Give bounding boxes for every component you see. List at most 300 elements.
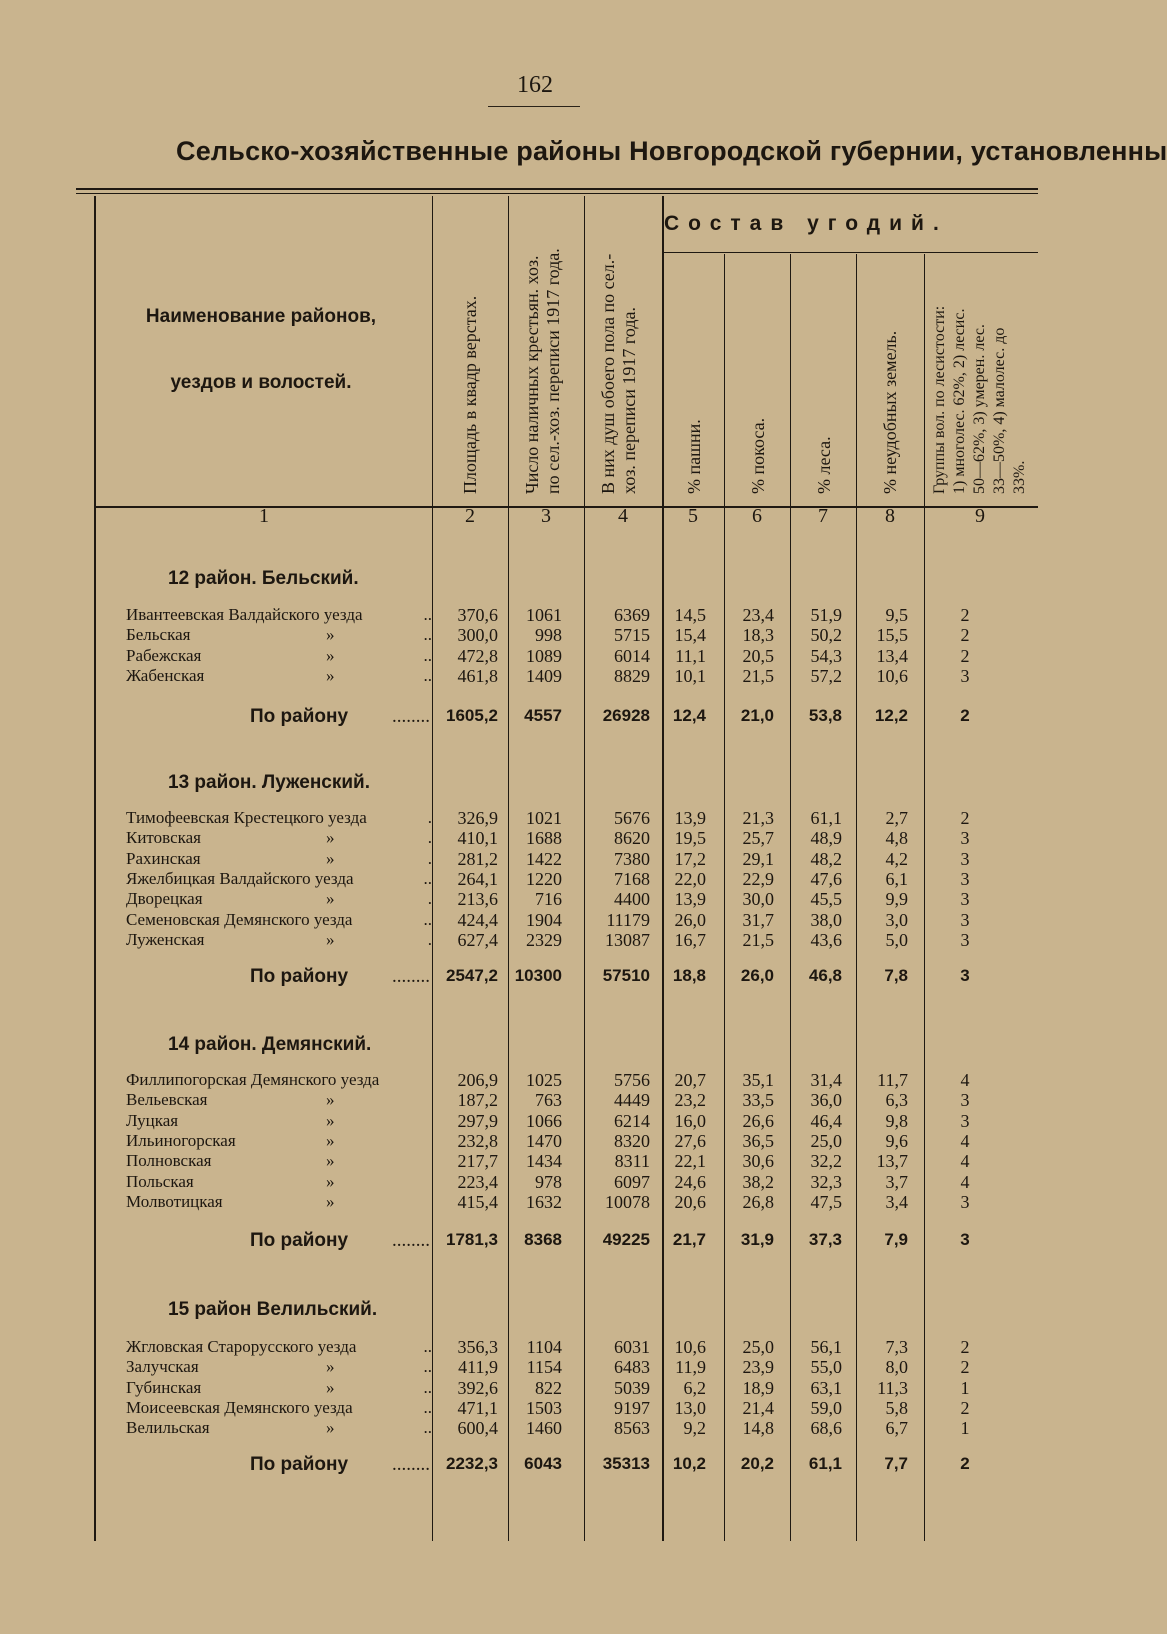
- total-group: 2: [960, 1454, 970, 1473]
- ditto-mark: »: [326, 1357, 335, 1376]
- cell-arable: 14,5: [674, 605, 706, 625]
- cell-hay: 25,0: [742, 1337, 774, 1357]
- cell-waste: 6,3: [885, 1090, 908, 1110]
- cell-forest: 25,0: [810, 1131, 842, 1151]
- volost-name: Жгловская Старорусского уезда: [126, 1337, 357, 1356]
- total-forest: 37,3: [808, 1230, 842, 1249]
- cell-souls: 6097: [614, 1172, 650, 1192]
- cell-forest: 51,9: [810, 605, 842, 625]
- total-area: 2547,2: [446, 966, 498, 985]
- total-forest: 61,1: [808, 1454, 842, 1473]
- cell-area: 326,9: [457, 808, 498, 828]
- cell-area: 410,1: [457, 828, 498, 848]
- table-row-name: [126, 889, 432, 911]
- ditto-mark: »: [326, 930, 335, 949]
- table-row-name: [126, 828, 432, 850]
- cell-group: 4: [960, 1172, 970, 1192]
- cell-area: 217,7: [457, 1151, 498, 1171]
- cell-area: 424,4: [457, 910, 498, 930]
- table-top-rule: [76, 188, 1038, 190]
- table-row-name: [126, 1111, 432, 1133]
- cell-households: 1104: [526, 1337, 562, 1357]
- cell-area: 187,2: [457, 1090, 498, 1110]
- cell-arable: 19,5: [674, 828, 706, 848]
- cell-forest: 61,1: [810, 808, 842, 828]
- cell-forest: 63,1: [810, 1378, 842, 1398]
- column-number-1: 1: [259, 505, 269, 527]
- total-households: 10300: [514, 966, 562, 985]
- cell-arable: 26,0: [674, 910, 706, 930]
- cell-waste: 9,8: [885, 1111, 908, 1131]
- cell-forest: 31,4: [810, 1070, 842, 1090]
- cell-souls: 6014: [614, 646, 650, 666]
- total-arable: 21,7: [672, 1230, 706, 1249]
- cell-hay: 23,4: [742, 605, 774, 625]
- leader-dots: ........: [392, 1230, 430, 1251]
- cell-waste: 13,4: [876, 646, 908, 666]
- ditto-mark: »: [326, 1151, 335, 1170]
- composition-rule: [664, 252, 1038, 253]
- ditto-mark: »: [326, 1378, 335, 1397]
- cell-waste: 6,7: [885, 1418, 908, 1438]
- total-group: 2: [960, 706, 970, 725]
- table-row-name: [126, 666, 432, 688]
- column-number-9: 9: [975, 505, 985, 527]
- section-title: 13 район. Луженский.: [168, 772, 371, 793]
- cell-souls: 4449: [614, 1090, 650, 1110]
- cell-hay: 23,9: [742, 1357, 774, 1377]
- total-label: [250, 966, 430, 990]
- cell-households: 1409: [526, 666, 562, 686]
- cell-waste: 4,2: [885, 849, 908, 869]
- total-hay: 20,2: [740, 1454, 774, 1473]
- cell-households: 1503: [526, 1398, 562, 1418]
- section-title: 12 район. Бельский.: [168, 568, 359, 589]
- cell-households: 1220: [526, 869, 562, 889]
- cell-hay: 36,5: [742, 1131, 774, 1151]
- cell-group: 4: [960, 1131, 970, 1151]
- cell-arable: 10,6: [674, 1337, 706, 1357]
- souls-header: В них душ обоего пола по сел.- хоз. переписи 1917 года.: [598, 253, 639, 494]
- cell-souls: 6214: [614, 1111, 650, 1131]
- column-number-5: 5: [688, 505, 698, 527]
- ditto-mark: »: [326, 889, 335, 908]
- total-forest: 53,8: [808, 706, 842, 725]
- cell-group: 3: [960, 828, 970, 848]
- table-row-name: [126, 646, 432, 668]
- cell-households: 1422: [526, 849, 562, 869]
- cell-households: 1061: [526, 605, 562, 625]
- cell-households: 1632: [526, 1192, 562, 1212]
- cell-group: 3: [960, 1111, 970, 1131]
- volost-name: Польская: [126, 1172, 194, 1191]
- volost-name: Ильиногорская: [126, 1131, 236, 1150]
- total-waste: 7,9: [884, 1230, 908, 1249]
- cell-souls: 6483: [614, 1357, 650, 1377]
- ditto-mark: »: [326, 1131, 335, 1150]
- table-row-name: [126, 1398, 432, 1420]
- cell-forest: 32,2: [810, 1151, 842, 1171]
- leader-dots: .: [427, 930, 432, 949]
- leader-dots: ..: [423, 646, 432, 665]
- cell-forest: 45,5: [810, 889, 842, 909]
- ditto-mark: »: [326, 666, 335, 685]
- total-label-text: По району: [250, 1454, 349, 1475]
- total-souls: 35313: [602, 1454, 650, 1473]
- volost-name: Велильская: [126, 1418, 210, 1437]
- leader-dots: ..: [423, 1337, 432, 1356]
- cell-waste: 5,8: [885, 1398, 908, 1418]
- cell-souls: 5676: [614, 808, 650, 828]
- cell-area: 392,6: [457, 1378, 498, 1398]
- table-row-name: [126, 625, 432, 647]
- cell-arable: 11,9: [675, 1357, 706, 1377]
- cell-waste: 7,3: [885, 1337, 908, 1357]
- column-number-3: 3: [541, 505, 551, 527]
- cell-forest: 38,0: [810, 910, 842, 930]
- total-households: 8368: [524, 1230, 562, 1249]
- composition-header: Состав угодий.: [664, 212, 948, 235]
- volost-name: Полновская: [126, 1151, 212, 1170]
- cell-hay: 20,5: [742, 646, 774, 666]
- cell-souls: 6031: [614, 1337, 650, 1357]
- volost-name: Семеновская Демянского уезда: [126, 910, 353, 929]
- cell-households: 1470: [526, 1131, 562, 1151]
- cell-households: 978: [535, 1172, 562, 1192]
- leader-dots: .: [427, 889, 432, 908]
- column-number-6: 6: [752, 505, 762, 527]
- cell-group: 2: [960, 1398, 970, 1418]
- cell-group: 2: [960, 605, 970, 625]
- table-row-name: [126, 930, 432, 952]
- page-number-rule: [488, 106, 580, 107]
- cell-arable: 20,7: [674, 1070, 706, 1090]
- total-label: [250, 1230, 430, 1254]
- total-waste: 7,7: [884, 1454, 908, 1473]
- total-waste: 12,2: [874, 706, 908, 725]
- waste-header: % неудобных земель.: [880, 330, 900, 494]
- total-group: 3: [960, 1230, 970, 1249]
- name-column-header: [94, 200, 428, 508]
- leader-dots: ..: [423, 1357, 432, 1376]
- cell-souls: 8311: [614, 1151, 650, 1171]
- cell-arable: 27,6: [674, 1131, 706, 1151]
- table-top-rule-2: [76, 193, 1038, 194]
- cell-souls: 8620: [614, 828, 650, 848]
- cell-hay: 21,4: [742, 1398, 774, 1418]
- volost-name: Рабежская: [126, 646, 202, 665]
- total-arable: 10,2: [672, 1454, 706, 1473]
- cell-households: 1154: [526, 1357, 562, 1377]
- cell-arable: 20,6: [674, 1192, 706, 1212]
- leader-dots: .: [427, 849, 432, 868]
- cell-group: 1: [960, 1378, 970, 1398]
- total-label-text: По району: [250, 706, 349, 727]
- cell-households: 998: [535, 625, 562, 645]
- volost-name: Дворецкая: [126, 889, 203, 908]
- total-label: [250, 1454, 430, 1478]
- cell-forest: 59,0: [810, 1398, 842, 1418]
- cell-waste: 13,7: [876, 1151, 908, 1171]
- cell-forest: 55,0: [810, 1357, 842, 1377]
- cell-group: 3: [960, 889, 970, 909]
- cell-souls: 5715: [614, 625, 650, 645]
- cell-hay: 18,3: [742, 625, 774, 645]
- leader-dots: ..: [423, 1418, 432, 1437]
- cell-arable: 22,0: [674, 869, 706, 889]
- leader-dots: ........: [392, 1454, 430, 1475]
- cell-souls: 5756: [614, 1070, 650, 1090]
- volost-name: Яжелбицкая Валдайского уезда: [126, 869, 354, 888]
- ditto-mark: »: [326, 646, 335, 665]
- cell-forest: 56,1: [810, 1337, 842, 1357]
- cell-hay: 21,5: [742, 666, 774, 686]
- cell-area: 281,2: [457, 849, 498, 869]
- cell-forest: 47,5: [810, 1192, 842, 1212]
- leader-dots: ..: [423, 869, 432, 888]
- cell-waste: 15,5: [876, 625, 908, 645]
- cell-hay: 25,7: [742, 828, 774, 848]
- cell-hay: 26,6: [742, 1111, 774, 1131]
- volost-name: Губинская: [126, 1378, 202, 1397]
- cell-households: 716: [535, 889, 562, 909]
- forest-header: % леса.: [814, 436, 834, 494]
- cell-group: 2: [960, 625, 970, 645]
- cell-waste: 11,7: [877, 1070, 908, 1090]
- cell-group: 2: [960, 808, 970, 828]
- column-number-4: 4: [618, 505, 628, 527]
- volost-name: Луженская: [126, 930, 205, 949]
- total-hay: 31,9: [740, 1230, 774, 1249]
- cell-hay: 26,8: [742, 1192, 774, 1212]
- cell-forest: 50,2: [810, 625, 842, 645]
- leader-dots: ........: [392, 966, 430, 987]
- cell-forest: 48,2: [810, 849, 842, 869]
- cell-hay: 35,1: [742, 1070, 774, 1090]
- cell-group: 3: [960, 930, 970, 950]
- table-row-name: [126, 1192, 432, 1214]
- total-souls: 26928: [602, 706, 650, 725]
- ditto-mark: »: [326, 849, 335, 868]
- cell-group: 3: [960, 1192, 970, 1212]
- cell-arable: 16,0: [674, 1111, 706, 1131]
- cell-area: 232,8: [457, 1131, 498, 1151]
- cell-hay: 30,6: [742, 1151, 774, 1171]
- cell-souls: 7380: [614, 849, 650, 869]
- ditto-mark: »: [326, 828, 335, 847]
- cell-waste: 3,4: [885, 1192, 908, 1212]
- name-header-line2: уездов и волостей.: [170, 372, 352, 393]
- cell-arable: 13,9: [674, 889, 706, 909]
- cell-group: 4: [960, 1070, 970, 1090]
- cell-area: 300,0: [457, 625, 498, 645]
- cell-forest: 68,6: [810, 1418, 842, 1438]
- table-row-name: [126, 1378, 432, 1400]
- ditto-mark: »: [326, 1418, 335, 1437]
- cell-arable: 9,2: [683, 1418, 706, 1438]
- cell-arable: 13,9: [674, 808, 706, 828]
- column-number-8: 8: [885, 505, 895, 527]
- cell-forest: 54,3: [810, 646, 842, 666]
- table-row-name: [126, 1151, 432, 1173]
- column-number-2: 2: [465, 505, 475, 527]
- households-header: Число наличных крестьян. хоз. по сел.-хоз. переписи 1917 года.: [522, 248, 563, 494]
- cell-hay: 29,1: [742, 849, 774, 869]
- cell-arable: 10,1: [674, 666, 706, 686]
- leader-dots: ..: [423, 605, 432, 624]
- cell-group: 1: [960, 1418, 970, 1438]
- total-arable: 12,4: [672, 706, 706, 725]
- leader-dots: ..: [423, 625, 432, 644]
- table-row-name: [126, 1070, 432, 1092]
- cell-souls: 10078: [605, 1192, 650, 1212]
- section-title: 14 район. Демянский.: [168, 1034, 372, 1055]
- cell-arable: 24,6: [674, 1172, 706, 1192]
- volost-name: Бельская: [126, 625, 191, 644]
- table-row-name: [126, 1337, 432, 1359]
- table-row-name: [126, 910, 432, 932]
- cell-souls: 9197: [614, 1398, 650, 1418]
- name-header-line1: Наименование районов,: [145, 306, 377, 327]
- total-households: 4557: [524, 706, 562, 725]
- cell-hay: 33,5: [742, 1090, 774, 1110]
- volost-name: Китовская: [126, 828, 201, 847]
- cell-waste: 9,6: [885, 1131, 908, 1151]
- cell-forest: 32,3: [810, 1172, 842, 1192]
- volost-name: Филлипогорская Демянского уезда: [126, 1070, 380, 1089]
- cell-households: 2329: [526, 930, 562, 950]
- volost-name: Вельевская: [126, 1090, 208, 1109]
- ditto-mark: »: [326, 625, 335, 644]
- cell-forest: 43,6: [810, 930, 842, 950]
- cell-households: 1460: [526, 1418, 562, 1438]
- cell-group: 2: [960, 1357, 970, 1377]
- cell-waste: 11,3: [877, 1378, 908, 1398]
- cell-area: 411,9: [458, 1357, 498, 1377]
- section-title: 15 район Велильский.: [168, 1299, 378, 1320]
- cell-waste: 4,8: [885, 828, 908, 848]
- leader-dots: ..: [423, 1378, 432, 1397]
- cell-area: 223,4: [457, 1172, 498, 1192]
- volost-name: Тимофеевская Крестецкого уезда: [126, 808, 367, 827]
- cell-souls: 8563: [614, 1418, 650, 1438]
- cell-households: 1688: [526, 828, 562, 848]
- ditto-mark: »: [326, 1172, 335, 1191]
- cell-households: 822: [535, 1378, 562, 1398]
- ditto-mark: »: [326, 1090, 335, 1109]
- cell-forest: 48,9: [810, 828, 842, 848]
- total-hay: 21,0: [740, 706, 774, 725]
- cell-forest: 46,4: [810, 1111, 842, 1131]
- cell-group: 2: [960, 646, 970, 666]
- page-number: 162: [517, 72, 553, 98]
- cell-hay: 38,2: [742, 1172, 774, 1192]
- cell-households: 1434: [526, 1151, 562, 1171]
- page-title: Сельско-хозяйственные районы Новгородской губернии, установленны: [176, 136, 1167, 166]
- cell-hay: 22,9: [742, 869, 774, 889]
- table-row-name: [126, 1357, 432, 1379]
- cell-souls: 8320: [614, 1131, 650, 1151]
- total-area: 1605,2: [446, 706, 498, 725]
- cell-souls: 8829: [614, 666, 650, 686]
- cell-arable: 15,4: [674, 625, 706, 645]
- cell-waste: 9,9: [885, 889, 908, 909]
- total-label-text: По району: [250, 1230, 349, 1251]
- cell-arable: 11,1: [675, 646, 706, 666]
- cell-hay: 30,0: [742, 889, 774, 909]
- area-header: Площадь в квадр верстах.: [460, 295, 480, 494]
- total-group: 3: [960, 966, 970, 985]
- cell-arable: 13,0: [674, 1398, 706, 1418]
- cell-area: 370,6: [457, 605, 498, 625]
- cell-waste: 6,1: [885, 869, 908, 889]
- arable-header: % пашни.: [684, 419, 704, 494]
- volost-name: Залучская: [126, 1357, 199, 1376]
- hay-header: % покоса.: [748, 417, 768, 494]
- total-hay: 26,0: [740, 966, 774, 985]
- table-row-name: [126, 808, 432, 830]
- total-arable: 18,8: [672, 966, 706, 985]
- table-row-name: [126, 869, 432, 891]
- cell-area: 471,1: [457, 1398, 498, 1418]
- cell-group: 4: [960, 1151, 970, 1171]
- cell-arable: 17,2: [674, 849, 706, 869]
- cell-forest: 36,0: [810, 1090, 842, 1110]
- total-area: 2232,3: [446, 1454, 498, 1473]
- volost-name: Молвотицкая: [126, 1192, 223, 1211]
- cell-group: 3: [960, 910, 970, 930]
- cell-arable: 6,2: [683, 1378, 706, 1398]
- volost-name: Моисеевская Демянского уезда: [126, 1398, 353, 1417]
- cell-souls: 6369: [614, 605, 650, 625]
- table-row-name: [126, 1131, 432, 1153]
- cell-waste: 2,7: [885, 808, 908, 828]
- column-number-7: 7: [818, 505, 828, 527]
- leader-dots: .: [427, 808, 432, 827]
- cell-waste: 3,7: [885, 1172, 908, 1192]
- cell-souls: 11179: [606, 910, 650, 930]
- cell-forest: 47,6: [810, 869, 842, 889]
- table-row-name: [126, 1172, 432, 1194]
- leader-dots: ..: [423, 910, 432, 929]
- cell-hay: 21,5: [742, 930, 774, 950]
- cell-households: 1021: [526, 808, 562, 828]
- cell-group: 2: [960, 1337, 970, 1357]
- cell-area: 472,8: [457, 646, 498, 666]
- cell-area: 356,3: [457, 1337, 498, 1357]
- leader-dots: .: [427, 828, 432, 847]
- cell-waste: 8,0: [885, 1357, 908, 1377]
- cell-area: 206,9: [457, 1070, 498, 1090]
- table-row-name: [126, 1418, 432, 1440]
- cell-area: 627,4: [457, 930, 498, 950]
- leader-dots: ..: [423, 1398, 432, 1417]
- cell-group: 3: [960, 869, 970, 889]
- cell-households: 1025: [526, 1070, 562, 1090]
- cell-souls: 5039: [614, 1378, 650, 1398]
- total-forest: 46,8: [808, 966, 842, 985]
- cell-arable: 22,1: [674, 1151, 706, 1171]
- cell-waste: 10,6: [876, 666, 908, 686]
- volost-name: Жабенская: [126, 666, 205, 685]
- cell-arable: 23,2: [674, 1090, 706, 1110]
- table-row-name: [126, 605, 432, 627]
- volost-name: Рахинская: [126, 849, 201, 868]
- cell-area: 297,9: [457, 1111, 498, 1131]
- table-row-name: [126, 1090, 432, 1112]
- cell-households: 1089: [526, 646, 562, 666]
- cell-waste: 5,0: [885, 930, 908, 950]
